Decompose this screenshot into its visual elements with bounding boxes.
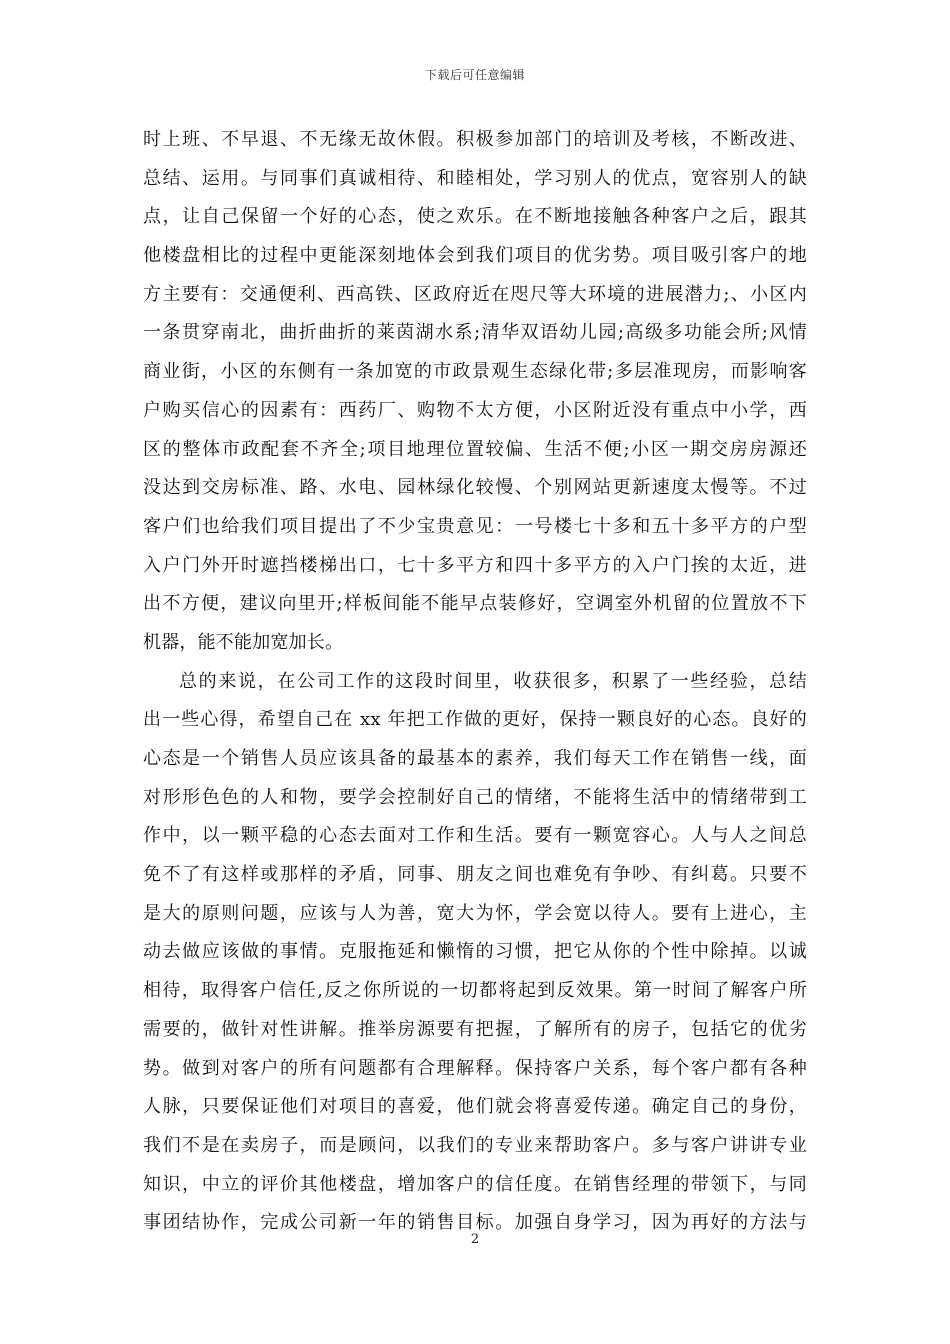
body-text: [143, 121, 807, 1243]
text-line: 点，让自己保留一个好的心态，使之欢乐。在不断地接触各种客户之后，跟其: [143, 206, 807, 228]
text-line: 没达到交房标准、路、水电、园林绿化较慢、个别网站更新速度太慢等。不过: [143, 477, 807, 499]
text-line: 户购买信心的因素有：西药厂、购物不太方便，小区附近没有重点中小学，西: [143, 399, 807, 421]
text-line: 区的整体市政配套不齐全;项目地理位置较偏、生活不便;小区一期交房房源还: [143, 438, 807, 460]
text-line: 动去做应该做的事情。克服拖延和懒惰的习惯，把它从你的个性中除掉。以诚: [143, 941, 807, 963]
text-line: 机器，能不能加宽加长。: [143, 631, 344, 653]
text-line: 出一些心得，希望自己在 xx 年把工作做的更好，保持一颗良好的心态。良好的: [143, 709, 807, 731]
paragraph-1: [143, 121, 807, 663]
text-line: 方主要有：交通便利、西高铁、区政府近在咫尺等大环境的进展潜力;、小区内: [143, 283, 807, 305]
page-number: 2: [470, 1232, 480, 1247]
text-line: 一条贯穿南北，曲折曲折的莱茵湖水系;清华双语幼儿园;高级多功能会所;风情: [143, 322, 807, 344]
text-line: 人脉，只要保证他们对项目的喜爱，他们就会将喜爱传递。确定自己的身份，: [143, 1096, 807, 1118]
text-line: 心态是一个销售人员应该具备的最基本的素养，我们每天工作在销售一线，面: [143, 748, 807, 769]
text-line: 时上班、不早退、不无缘无故休假。积极参加部门的培训及考核，不断改进、: [143, 129, 807, 150]
text-line: 势。做到对客户的所有问题都有合理解释。保持客户关系，每个客户都有各种: [143, 1057, 807, 1079]
text-line: 是大的原则问题，应该与人为善，宽大为怀，学会宽以待人。要有上进心，主: [143, 902, 807, 924]
text-line: 入户门外开时遮挡楼梯出口，七十多平方和四十多平方的入户门挨的太近，进: [143, 554, 807, 576]
text-line: 知识，中立的评价其他楼盘，增加客户的信任度。在销售经理的带领下，与同: [143, 1173, 807, 1195]
text-line: 需要的，做针对性讲解。推举房源要有把握，了解所有的房子，包括它的优劣: [143, 1018, 807, 1040]
paragraph-2: [143, 663, 807, 1243]
page-header: 下载后可任意编辑: [424, 68, 525, 82]
text-line: 作中，以一颗平稳的心态去面对工作和生活。要有一颗宽容心。人与人之间总: [143, 825, 807, 847]
text-line: 总的来说，在公司工作的这段时间里，收获很多，积累了一些经验，总结: [179, 670, 807, 692]
text-line: 相待，取得客户信任,反之你所说的一切都将起到反效果。第一时间了解客户所: [143, 980, 807, 1002]
text-line: 商业街，小区的东侧有一条加宽的市政景观生态绿化带;多层准现房，而影响客: [143, 361, 807, 383]
text-line: 免不了有这样或那样的矛盾，同事、朋友之间也难免有争吵、有纠葛。只要不: [143, 864, 807, 886]
text-line: 对形形色色的人和物，要学会控制好自己的情绪，不能将生活中的情绪带到工: [143, 786, 807, 808]
text-line: 出不方便，建议向里开;样板间能不能早点装修好，空调室外机留的位置放不下: [143, 593, 807, 615]
text-line: 事团结协作，完成公司新一年的销售目标。加强自身学习，因为再好的方法与: [143, 1212, 807, 1234]
text-line: 客户们也给我们项目提出了不少宝贵意见：一号楼七十多和五十多平方的户型: [143, 515, 807, 537]
text-line: 他楼盘相比的过程中更能深刻地体会到我们项目的优劣势。项目吸引客户的地: [143, 245, 807, 267]
text-line: 我们不是在卖房子，而是顾问，以我们的专业来帮助客户。多与客户讲讲专业: [143, 1134, 807, 1156]
text-line: 总结、运用。与同事们真诚相待、和睦相处，学习别人的优点，宽容别人的缺: [143, 167, 807, 189]
